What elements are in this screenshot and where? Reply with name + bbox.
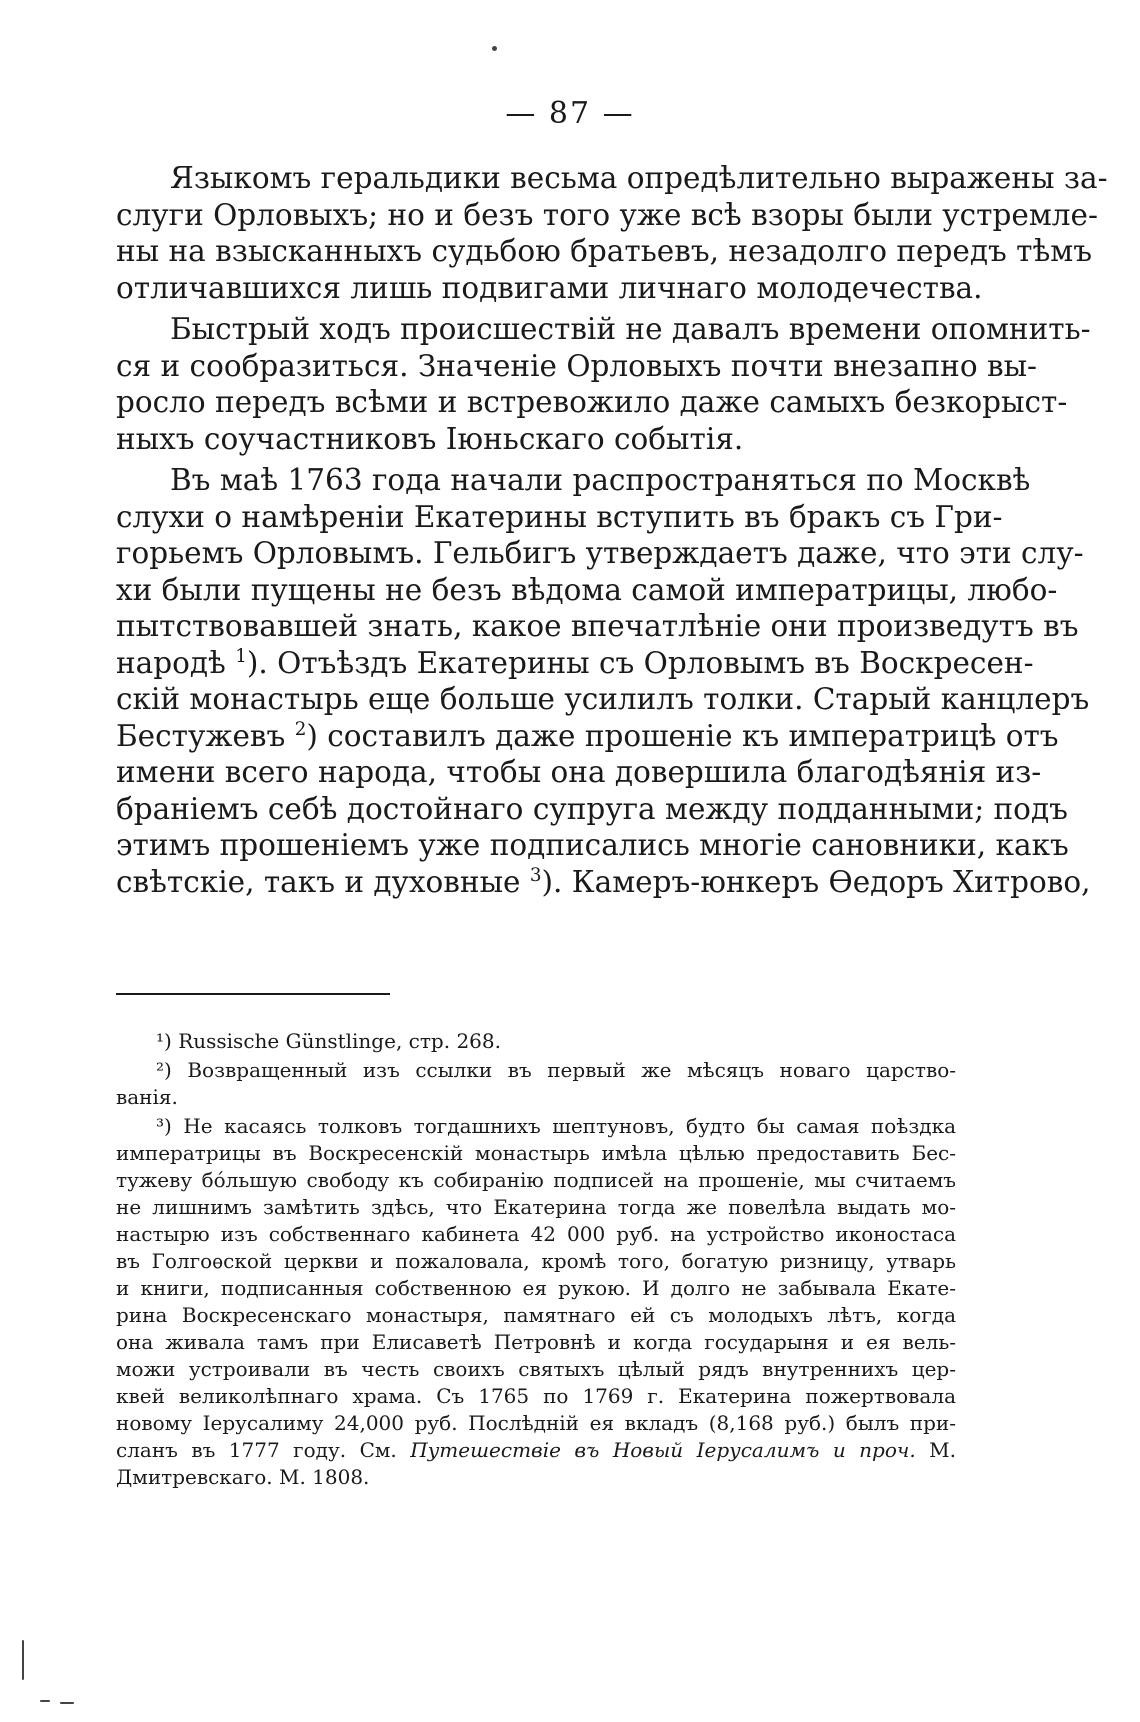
footnote-mark: ²) <box>156 1058 172 1082</box>
footnote-text: Возвращенный изъ ссылки въ первый же мѣсяцъ новаго царство- <box>187 1058 957 1082</box>
text-fragment: ) составилъ даже прошеніе къ императрицѣ отъ <box>306 718 1059 753</box>
footnote-line: квей великолѣпнаго храма. Съ 1765 по 1769 г. Екатерина пожертвовала <box>116 1384 956 1408</box>
footnote-ref: 2 <box>294 718 307 740</box>
text-line: Быстрый ходъ происшествій не давалъ времени опомнить- <box>170 312 1091 346</box>
page-number: — 87 — <box>505 96 635 131</box>
footnote-text: Russische Günstlinge, стр. 268. <box>178 1029 501 1053</box>
footnote <box>116 1113 956 1491</box>
paragraph <box>116 311 1091 457</box>
text-line: браніемъ себѣ достойнаго супруга между подданными; подъ <box>116 791 1068 826</box>
text-line: пытствовавшей знать, какое впечатлѣніе они произведутъ въ <box>116 609 1079 643</box>
footnote-line: въ Голгоѳской церкви и пожаловала, кромѣ того, богатую ризницу, утварь <box>116 1249 956 1273</box>
footnote-line: ванія. <box>116 1085 178 1109</box>
scan-speck <box>492 46 497 51</box>
main-text <box>116 160 1108 900</box>
scan-speck <box>60 1702 74 1704</box>
footnote-ref: 1 <box>235 645 247 667</box>
text-line: отличавшихся лишь подвигами личнаго молодечества. <box>116 270 983 305</box>
text-line <box>116 645 1034 682</box>
paragraph <box>116 160 1108 306</box>
text-line <box>116 718 1059 755</box>
footnote-line <box>116 1028 956 1055</box>
text-fragment: М. <box>929 1438 957 1462</box>
text-line: хи были пущены не безъ вѣдома самой императрицы, любо- <box>116 572 1058 607</box>
footnote-line: тужеву бóльшую свободу къ собиранію подписей на прошеніе, мы считаемъ <box>116 1168 956 1192</box>
text-line: ныхъ соучастниковъ Іюньскаго событія. <box>116 421 744 456</box>
text-line: Въ маѣ 1763 года начали распространяться по Москвѣ <box>170 463 1031 497</box>
footnote-line: не лишнимъ замѣтить здѣсь, что Екатерина тогда же повелѣла выдать мо- <box>116 1195 956 1219</box>
text-fragment: ). Камеръ-юнкеръ Ѳедоръ Хитрово, <box>541 864 1091 899</box>
footnote-line <box>116 1437 956 1464</box>
footnote-line: и книги, подписанныя собственною ея рукою. И долго не забывала Екате- <box>116 1276 956 1300</box>
text-line: ся и сообразиться. Значеніе Орловыхъ почти внезапно вы- <box>116 348 1038 383</box>
footnote-mark: ¹) <box>156 1029 172 1053</box>
footnotes <box>116 1028 956 1491</box>
text-line: слуги Орловыхъ; но и безъ того уже всѣ взоры были устремле- <box>116 197 1098 232</box>
text-line: этимъ прошеніемъ уже подписались многіе сановники, какъ <box>116 828 1069 862</box>
footnote-line <box>116 1113 956 1140</box>
footnote-line: императрицы въ Воскресенскій монастырь имѣла цѣлью предоставить Бес- <box>116 1141 956 1165</box>
text-line: скій монастырь еще больше усилилъ толки. Старый канцлеръ <box>116 682 1090 716</box>
text-line: росло передъ всѣми и встревожило даже самыхъ безкорыст- <box>116 385 1068 419</box>
footnote-text: Не касаясь толковъ тогдашнихъ шептуновъ, будто бы самая поѣздка <box>183 1114 956 1138</box>
text-line: Языкомъ геральдики весьма опредѣлительно выражены за- <box>170 161 1108 195</box>
text-fragment: свѣтскіе, такъ и духовные <box>116 864 521 899</box>
text-fragment: ). Отъѣздъ Екатерины съ Орловымъ въ Воскресен- <box>246 645 1034 680</box>
footnote <box>116 1057 956 1111</box>
footnote-ref: 3 <box>529 864 542 886</box>
text-fragment: народѣ <box>116 645 226 680</box>
footnote-line: настырю изъ собственнаго кабинета 42 000 руб. на устройство иконостаса <box>116 1222 956 1246</box>
footnote-line: Дмитревскаго. М. 1808. <box>116 1465 370 1489</box>
footnote-line: можи устроивали въ честь своихъ святыхъ цѣлый рядъ внутреннихъ цер- <box>116 1357 956 1381</box>
footnote-line: новому Іерусалиму 24,000 руб. Послѣдній ея вкладъ (8,168 руб.) былъ при- <box>116 1411 956 1435</box>
footnote-line: она живала тамъ при Елисаветѣ Петровнѣ и когда государыня и ея вель- <box>116 1330 956 1354</box>
footnote-separator <box>116 993 390 995</box>
footnote <box>116 1028 956 1055</box>
book-title: Путешествіе въ Новый Іерусалимъ и проч. <box>410 1438 916 1462</box>
scan-speck <box>22 1640 24 1680</box>
scan-speck <box>40 1700 50 1702</box>
text-fragment: Бестужевъ <box>116 718 286 753</box>
footnote-line <box>116 1057 956 1084</box>
text-line: слухи о намѣреніи Екатерины вступить въ бракъ съ Гри- <box>116 499 1003 534</box>
text-line: имени всего народа, чтобы она довершила благодѣянія из- <box>116 755 1042 789</box>
text-line: ны на взысканныхъ судьбою братьевъ, незадолго передъ тѣмъ <box>116 234 1092 268</box>
text-line: горьемъ Орловымъ. Гельбигъ утверждаетъ даже, что эти слу- <box>116 536 1084 570</box>
footnote-mark: ³) <box>156 1114 172 1138</box>
paragraph <box>116 462 1091 900</box>
text-line <box>116 864 1091 901</box>
text-fragment: сланъ въ 1777 году. См. <box>116 1438 397 1462</box>
footnote-line: рина Воскресенскаго монастыря, памятнаго ей съ молодыхъ лѣтъ, когда <box>116 1303 956 1327</box>
